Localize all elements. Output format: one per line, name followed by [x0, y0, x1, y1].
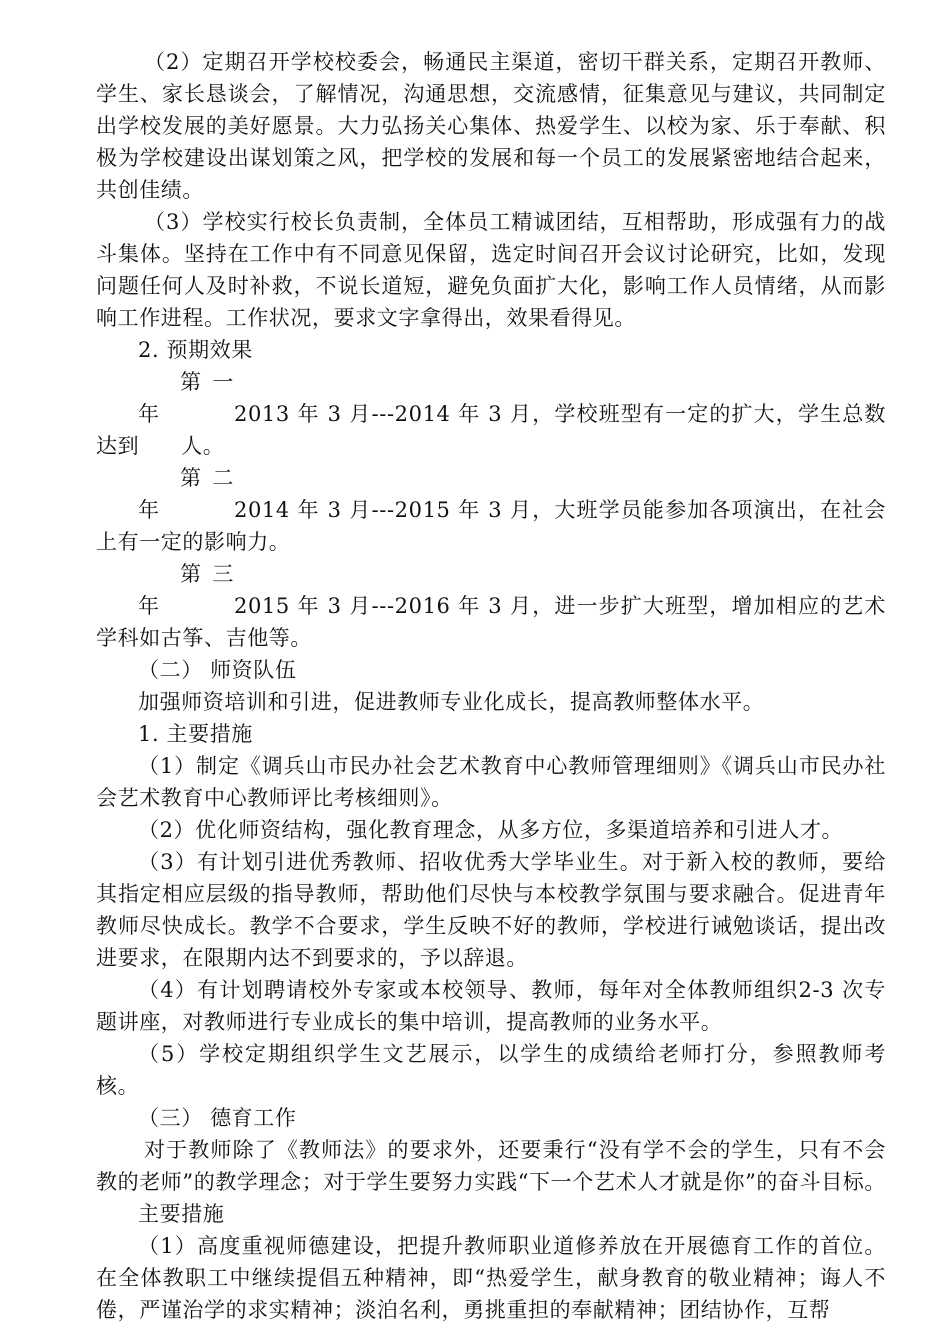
measure-item-4: （4）有计划聘请校外专家或本校领导、教师，每年对全体教师组织2-3 次专题讲座，对教师进行专业成长的集中培训，提高教师的业务水平。	[96, 978, 886, 1034]
year-three-label: 第三年	[138, 562, 234, 618]
year-one-label: 第一年	[138, 370, 234, 426]
heading-main-measures-1: 1. 主要措施	[138, 722, 253, 746]
measure-item-3: （3）有计划引进优秀教师、招收优秀大学毕业生。对于新入校的教师，要给其指定相应层级的指导教师，帮助他们尽快与本校教学氛围与要求融合。促进青年教师尽快成长。教学不合要求，学生反映不好的教师，学校进行诫勉谈话，提出改进要求，在限期内达不到要求的，予以辞退。	[96, 850, 886, 970]
paragraph-year-one	[96, 366, 886, 462]
paragraph-principal-responsibility: （3）学校实行校长负责制，全体员工精诚团结，互相帮助，形成强有力的战斗集体。坚持在工作中有不同意见保留，选定时间召开会议讨论研究，比如，发现问题任何人及时补救，不说长道短，避免负面扩大化，影响工作人员情绪，从而影响工作进程。工作状况，要求文字拿得出，效果看得见。	[96, 210, 886, 330]
paragraph-year-two	[96, 462, 886, 558]
heading-moral-education: （三） 德育工作	[138, 1106, 297, 1130]
heading-expected-results: 2. 预期效果	[138, 338, 253, 362]
document-page	[96, 46, 886, 1326]
year-one-tail: 人。	[181, 434, 225, 458]
paragraph-teaching-staff: 加强师资培训和引进，促进教师专业化成长，提高教师整体水平。	[138, 690, 765, 714]
heading-teaching-staff: （二） 师资队伍	[138, 658, 297, 682]
paragraph-moral-education: 对于教师除了《教师法》的要求外，还要秉行“没有学不会的学生，只有不会教的老师”的教学理念；对于学生要努力实践“下一个艺术人才就是你”的奋斗目标。	[96, 1138, 887, 1194]
measure-item-1: （1）制定《调兵山市民办社会艺术教育中心教师管理细则》《调兵山市民办社会艺术教育中心教师评比考核细则》。	[96, 754, 886, 810]
paragraph-year-three	[96, 558, 886, 654]
year-two-label: 第二年	[138, 466, 234, 522]
heading-main-measures-2: 主要措施	[138, 1202, 225, 1226]
year-two-text: 2014 年 3 月---2015 年 3 月，大班学员能参加各项演出，在社会上有一定的影响力。	[96, 498, 886, 554]
moral-measure-item-1: （1）高度重视师德建设，把提升教师职业道修养放在开展德育工作的首位。在全体教职工中继续提倡五种精神，即“热爱学生，献身教育的敬业精神；诲人不倦，严谨治学的求实精神；淡泊名利，勇挑重担的奉献精神；团结协作，互帮	[96, 1234, 886, 1322]
year-one-text: 2013 年 3 月---2014 年 3 月，学校班型有一定的扩大，学生总数达到	[96, 402, 886, 458]
measure-item-2: （2）优化师资结构，强化教育理念，从多方位，多渠道培养和引进人才。	[138, 818, 844, 842]
year-three-text: 2015 年 3 月---2016 年 3 月，进一步扩大班型，增加相应的艺术学科如古筝、吉他等。	[96, 594, 886, 650]
paragraph-school-committee: （2）定期召开学校校委会，畅通民主渠道，密切干群关系，定期召开教师、学生、家长恳谈会，了解情况，沟通思想，交流感情，征集意见与建议，共同制定出学校发展的美好愿景。大力弘扬关心集体、热爱学生、以校为家、乐于奉献、积极为学校建设出谋划策之风，把学校的发展和每一个员工的发展紧密地结合起来，共创佳绩。	[96, 50, 886, 202]
measure-item-5: （5）学校定期组织学生文艺展示，以学生的成绩给老师打分，参照教师考核。	[96, 1042, 886, 1098]
